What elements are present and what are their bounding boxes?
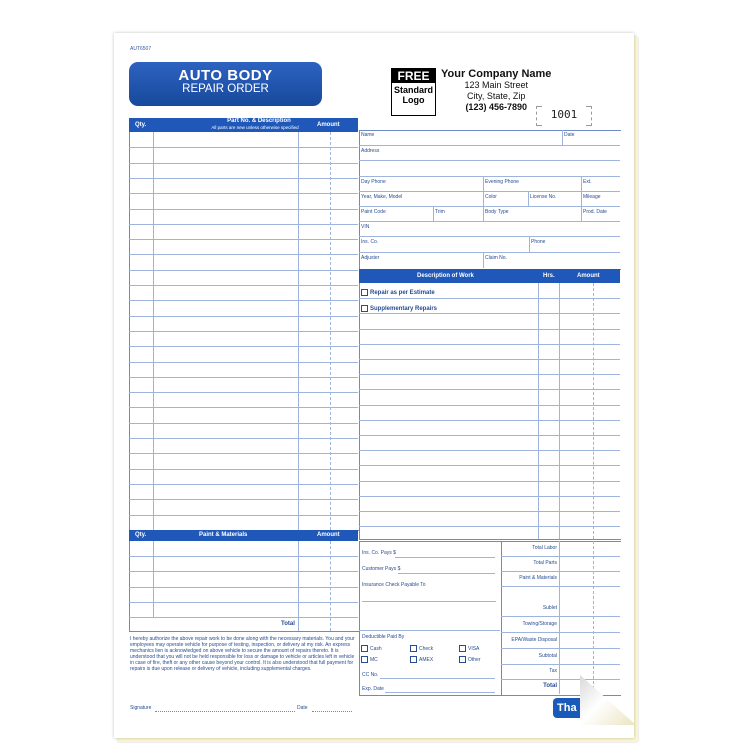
work-row-line (359, 344, 620, 345)
parts-qty-header: Qty. (135, 122, 147, 128)
paint-row-line (129, 556, 358, 557)
work-row-line (359, 359, 620, 360)
paint-qty-header: Qty. (135, 532, 147, 538)
parts-row-line (129, 285, 358, 286)
parts-amount-header: Amount (317, 122, 340, 128)
supplementary-checkbox[interactable] (361, 305, 368, 312)
parts-row-line (129, 469, 358, 470)
signature-date-label: Date (297, 705, 308, 711)
cash-option[interactable] (361, 645, 382, 652)
parts-row-line (129, 178, 358, 179)
form-code: AUT6507 (130, 46, 152, 52)
work-hrs-header: Hrs. (543, 273, 555, 279)
work-row-line (359, 313, 620, 314)
totals-row-line (501, 648, 620, 649)
other-checkbox[interactable] (459, 656, 466, 663)
standard-logo (391, 68, 436, 116)
order-number: 1001 (536, 106, 592, 124)
paint-row-line (129, 587, 358, 588)
cust-pays-label: Customer Pays $ (362, 566, 401, 572)
totals-col-line (559, 541, 560, 694)
company-name: Your Company Name (441, 68, 552, 80)
company-street: 123 Main Street (464, 80, 528, 90)
parts-header (129, 118, 358, 132)
totals-row-line (501, 556, 620, 557)
work-row-line (359, 496, 620, 497)
field-divider (581, 206, 582, 221)
payment-box (359, 541, 502, 696)
paint-row-line (129, 571, 358, 572)
parts-row-line (129, 377, 358, 378)
claim-no-label: Claim No. (485, 255, 507, 261)
logo-line2: Logo (402, 95, 425, 105)
title-line2: REPAIR ORDER (182, 83, 269, 95)
mc-checkbox[interactable] (361, 656, 368, 663)
work-header (359, 269, 620, 283)
company-phone: (123) 456-7890 (465, 102, 527, 112)
totals-row-line (501, 616, 620, 617)
totals-label-tax: Tax (549, 668, 557, 674)
parts-row-line (129, 362, 358, 363)
parts-row-line (129, 147, 358, 148)
parts-row-line (129, 346, 358, 347)
field-divider (528, 191, 529, 206)
field-line (359, 160, 620, 161)
totals-label-subtotal: Subtotal (538, 653, 557, 659)
color-label: Color (485, 194, 497, 200)
parts-row-line (129, 270, 358, 271)
ymm-label: Year, Make, Model (361, 194, 403, 200)
vin-label: VIN (361, 224, 370, 230)
check-checkbox[interactable] (410, 645, 417, 652)
work-row-line (359, 329, 620, 330)
deductible-label: Deductible Paid By (362, 634, 405, 640)
title-line1: AUTO BODY (178, 67, 273, 84)
field-divider (562, 130, 563, 145)
prod-date-label: Prod. Date (583, 209, 607, 215)
supplementary-label: Supplementary Repairs (370, 306, 438, 313)
signature-line[interactable] (155, 711, 295, 712)
repair-estimate-checkbox[interactable] (361, 289, 368, 296)
parts-row-line (129, 438, 358, 439)
field-line (385, 692, 495, 693)
parts-row-line (129, 331, 358, 332)
field-divider (581, 191, 582, 206)
authorization-text: I hereby authorize the above repair work to be done along with the necessary materials. You and your employees may operate vehicle for purpose of testing, inspection, or delivery at my risk. An express mechanics lien is acknowledged on above vehicle to secure the amount of repairs thereto. It is understood that you will not be held responsible for loss or damage to vehicle or articles left in vehicle in case of fire, theft or any other cause beyond your control. It is also understood that full payment for repairs is due upon release or delivery of vehicle, including supplemental charges. (130, 636, 355, 672)
totals-label-epa: EPA/Waste Disposal (511, 637, 557, 643)
totals-box (501, 541, 621, 696)
work-col-line (593, 283, 594, 539)
check-label: Check (419, 645, 434, 652)
parts-row-line (129, 163, 358, 164)
field-line (398, 573, 495, 574)
repair-estimate-option[interactable] (361, 289, 435, 296)
parts-row-line (129, 499, 358, 500)
other-label: Other (468, 656, 481, 663)
parts-row-line (129, 300, 358, 301)
work-row-line (359, 435, 620, 436)
name-label: Name (361, 132, 375, 138)
amex-option[interactable] (410, 656, 433, 663)
paint-code-label: Paint Code (361, 209, 386, 215)
visa-label: VISA (468, 645, 480, 652)
field-line (359, 252, 620, 253)
paint-row-line (129, 602, 358, 603)
field-divider (581, 176, 582, 191)
field-line (359, 221, 620, 222)
totals-row-line (501, 679, 620, 680)
parts-row-line (129, 515, 358, 516)
exp-date-label: Exp. Date (362, 686, 384, 692)
work-row-line (359, 374, 620, 375)
mc-label: MC (370, 656, 378, 663)
amex-label: AMEX (419, 656, 434, 663)
parts-row-line (129, 407, 358, 408)
work-row-line (359, 389, 620, 390)
parts-desc-header: Part No. & Description (227, 118, 291, 124)
work-row-line (359, 526, 620, 527)
parts-row-line (129, 453, 358, 454)
check-option[interactable] (410, 645, 433, 652)
work-table (359, 283, 621, 540)
totals-label-sublet: Sublet (542, 605, 557, 611)
parts-row-line (129, 484, 358, 485)
field-line (395, 557, 495, 558)
visa-checkbox[interactable] (459, 645, 466, 652)
totals-label-parts: Total Parts (533, 560, 557, 566)
totals-row-line (501, 571, 620, 572)
parts-row-line (129, 316, 358, 317)
title-banner (129, 62, 322, 106)
work-col-line (559, 283, 560, 539)
check-payable-label: Insurance Check Payable To (362, 582, 426, 588)
paint-row-line (129, 617, 358, 618)
work-row-line (359, 481, 620, 482)
cc-no-label: CC No. (362, 672, 379, 678)
work-desc-header: Description of Work (417, 273, 474, 279)
visa-option[interactable] (459, 645, 479, 652)
license-label: License No. (530, 194, 557, 200)
address-label: Address (361, 148, 380, 154)
work-row-line (359, 465, 620, 466)
parts-row-line (129, 392, 358, 393)
cash-label: Cash (370, 645, 382, 652)
thank-you-tab: Tha (553, 698, 597, 718)
work-row-line (359, 405, 620, 406)
totals-label-paint: Paint & Materials (519, 575, 557, 581)
totals-col-line (593, 541, 594, 694)
adjuster-label: Adjuster (361, 255, 380, 261)
supplementary-option[interactable] (361, 305, 437, 312)
field-line (359, 630, 500, 631)
field-divider (433, 206, 434, 221)
work-row-line (359, 420, 620, 421)
parts-row-line (129, 239, 358, 240)
mc-option[interactable] (361, 656, 378, 663)
field-line (362, 601, 496, 602)
date-label: Date (564, 132, 575, 138)
cash-checkbox[interactable] (361, 645, 368, 652)
totals-row-line (501, 664, 620, 665)
day-phone-label: Day Phone (361, 179, 386, 185)
totals-label-labor: Total Labor (532, 545, 557, 551)
paint-col-line (153, 541, 154, 617)
body-type-label: Body Type (485, 209, 509, 215)
paint-amount-header: Amount (317, 532, 340, 538)
ins-co-label: Ins. Co. (361, 239, 379, 245)
phone-label: Phone (531, 239, 546, 245)
ext-label: Ext. (583, 179, 592, 185)
signature-label: Signature (130, 705, 152, 711)
paint-header (129, 530, 358, 541)
field-divider (483, 252, 484, 268)
repair-estimate-label: Repair as per Estimate (370, 290, 435, 297)
totals-row-line (501, 632, 620, 633)
parts-row-line (129, 193, 358, 194)
work-col-line (538, 283, 539, 539)
work-row-line (359, 450, 620, 451)
signature-date-line[interactable] (312, 711, 352, 712)
field-divider (483, 191, 484, 206)
work-row-line (359, 298, 620, 299)
field-divider (483, 206, 484, 221)
parts-row-line (129, 423, 358, 424)
other-option[interactable] (459, 656, 481, 663)
trim-label: Trim (435, 209, 445, 215)
paint-total-label: Total (281, 621, 295, 627)
parts-row-line (129, 254, 358, 255)
work-amount-header: Amount (577, 273, 600, 279)
field-line (359, 145, 620, 146)
totals-label-towing: Towing/Storage (522, 621, 557, 627)
evening-phone-label: Evening Phone (485, 179, 519, 185)
company-info (441, 68, 551, 112)
company-city: City, State, Zip (467, 91, 526, 101)
field-line (359, 236, 620, 237)
mileage-label: Mileage (583, 194, 601, 200)
ins-pays-label: Ins. Co. Pays $ (362, 550, 396, 556)
parts-row-line (129, 224, 358, 225)
logo-line1: Standard (393, 85, 433, 95)
totals-row-line (501, 586, 620, 587)
amex-checkbox[interactable] (410, 656, 417, 663)
field-divider (483, 176, 484, 191)
totals-label-total: Total (543, 683, 557, 689)
field-line (380, 678, 495, 679)
work-row-line (359, 511, 620, 512)
parts-note: All parts are new unless otherwise specified (211, 125, 299, 130)
paint-desc-header: Paint & Materials (199, 532, 248, 538)
field-divider (529, 236, 530, 252)
parts-row-line (129, 209, 358, 210)
logo-free: FREE (392, 69, 435, 83)
